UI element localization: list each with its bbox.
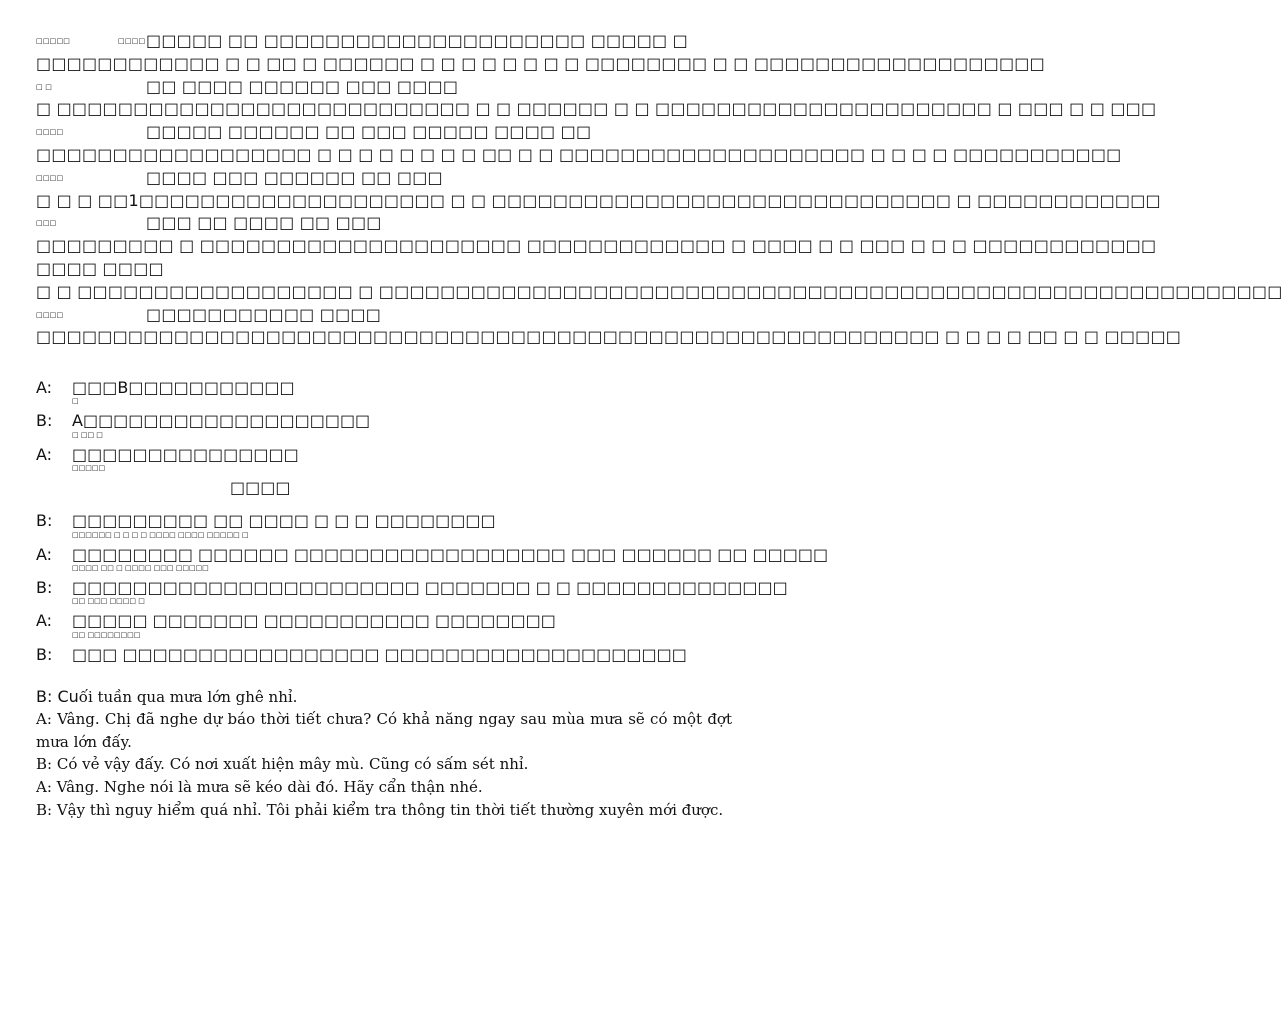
passage-line bbox=[36, 326, 1182, 349]
dialogue-furigana: □ □□ □ bbox=[72, 430, 103, 439]
translation-line bbox=[36, 776, 732, 799]
dialogue-text: □□□□□□□□□□□□□□□□□□□□□□□ □□□□□□□ □ □ □□□□□□□□□□□□□□ bbox=[72, 577, 788, 597]
passage-text: □□□□□□□□□□□□□□□□□□□□□□□□□□□□□□□□□□□□□□□□□□□□□□□□□□□□□□□□□□□ □ □ □ □ □□ □ □ □□□□□ bbox=[36, 327, 1182, 347]
passage-line bbox=[36, 30, 732, 53]
passage-text: □□□□□□□□□□□□ □ □ □□ □ □□□□□□ □ □ □ □ □ □ □ □ □□□□□□□□ □ □ □□□□□□□□□□□□□□□□□□□ bbox=[36, 53, 1045, 73]
furigana: □□□□ bbox=[118, 37, 146, 45]
dialogue-furigana: □□□□□ bbox=[72, 464, 106, 473]
passage-line bbox=[36, 167, 732, 190]
passage-line bbox=[36, 144, 1122, 167]
dialogue-line bbox=[36, 597, 732, 631]
dialogue-text: A□□□□□□□□□□□□□□□□□□□ bbox=[72, 411, 371, 431]
furigana: □□□□□ bbox=[36, 37, 71, 45]
passage-line bbox=[36, 53, 1045, 76]
speaker-label: A: bbox=[36, 444, 53, 464]
passage-text: □□□□ □□□ □□□□□□ □□ □□□ bbox=[146, 167, 443, 187]
passage-text: □□□□□□□□□ □ □□□□□□□□□□□□□□□□□□□□□ □□□□□□□□□□□□□ □ □□□□ □ □ □□□ □ □ □ □□□□□□□□□□□□ bbox=[36, 236, 1157, 256]
speaker-label: B: bbox=[36, 411, 53, 431]
dialogue-line bbox=[36, 530, 829, 564]
passage-line bbox=[36, 281, 1283, 304]
dialogue-text: □□□□□□□□ □□□□□□ □□□□□□□□□□□□□□□□□□ □□□ □□□□□□ □□ □□□□□ bbox=[72, 544, 829, 564]
translation-line bbox=[36, 799, 732, 822]
document-page bbox=[36, 30, 1283, 821]
passage-line bbox=[36, 212, 732, 235]
dialogue-text: □□□□□□□□□□□□□□□ bbox=[72, 444, 299, 464]
passage-line bbox=[36, 76, 732, 99]
furigana: □□□□ bbox=[36, 128, 64, 137]
dialogue-text: □□□ □□□□□□□□□□□□□□□□□ □□□□□□□□□□□□□□□□□□□□ bbox=[72, 644, 687, 664]
passage-text: □□ □□□□ □□□□□□ □□□ □□□□ bbox=[146, 76, 459, 96]
dialogue-furigana: □□ □□□ □□□□ □ bbox=[72, 597, 145, 606]
speaker-label: A: bbox=[36, 544, 53, 564]
dialogue-line bbox=[36, 630, 732, 664]
vietnamese-translation bbox=[36, 686, 732, 822]
speaker-label: A: bbox=[36, 378, 53, 398]
furigana: □ □ bbox=[36, 82, 53, 91]
passage-line bbox=[36, 304, 732, 327]
dialogue-furigana: □□□□ □□ □ □□□□ □□□ □□□□□ bbox=[72, 563, 209, 572]
dialogue-furigana: □ bbox=[72, 397, 79, 406]
passage-line bbox=[36, 258, 732, 281]
dialogue-line bbox=[36, 563, 788, 597]
japanese-passage bbox=[36, 30, 1283, 349]
dialogue-line bbox=[36, 375, 732, 397]
speaker-label: B: bbox=[36, 644, 53, 664]
speaker-label: B: bbox=[36, 577, 53, 597]
translation-text: B: Vậy thì nguy hiểm quá nhỉ. Tôi phải kiểm tra thông tin thời tiết thường xuyên mới được. bbox=[36, 800, 724, 819]
passage-line bbox=[36, 235, 1157, 258]
speaker-label: A: bbox=[36, 611, 53, 631]
translation-text: ối tuần qua mưa lớn ghê nhỉ. bbox=[78, 687, 298, 706]
dialogue-text: □□□□ bbox=[230, 478, 291, 498]
passage-text: □□□□□□□□□□□ □□□□ bbox=[146, 304, 382, 324]
translation-prefix: B: Cu bbox=[36, 686, 79, 706]
furigana: □□□ bbox=[36, 219, 57, 228]
translation-line bbox=[36, 708, 732, 753]
dialogue-furigana: □□ □□□□□□□□ bbox=[72, 630, 141, 639]
dialogue-line bbox=[36, 430, 732, 464]
translation-text: B: Có vẻ vậy đấy. Có nơi xuất hiện mây mù. Cũng có sấm sét nhỉ. bbox=[36, 755, 529, 774]
passage-line bbox=[36, 121, 732, 144]
translation-text: A: Vâng. Nghe nói là mưa sẽ kéo dài đó. Hãy cẩn thận nhé. bbox=[36, 777, 483, 796]
passage-text: □□□ □□ □□□□ □□ □□□ bbox=[146, 213, 382, 233]
dialogue-block bbox=[36, 375, 829, 664]
passage-text: □ □ □ □□1□□□□□□□□□□□□□□□□□□□□ □ □ □□□□□□□□□□□□□□□□□□□□□□□□□□□□□□ □ □□□□□□□□□□□□ bbox=[36, 190, 1161, 210]
translation-line bbox=[36, 686, 732, 709]
furigana: □□□□ bbox=[36, 310, 64, 319]
passage-text: □□□□□ □□□□□□ □□ □□□ □□□□□ □□□□ □□ bbox=[146, 122, 592, 142]
translation-text: A: Vâng. Chị đã nghe dự báo thời tiết chưa? Có khả năng ngay sau mùa mưa sẽ có một đợt mưa lớn đấy. bbox=[36, 710, 732, 751]
dialogue-furigana: □□□□□□ □ □ □ □ □□□□ □□□□ □□□□□ □ bbox=[72, 530, 249, 539]
passage-line bbox=[36, 98, 1157, 121]
passage-text: □□□□□ □□ □□□□□□□□□□□□□□□□□□□□□ □□□□□ □ bbox=[146, 31, 688, 50]
speaker-label: B: bbox=[36, 511, 53, 531]
dialogue-text: □□□□□ □□□□□□□ □□□□□□□□□□□ □□□□□□□□ bbox=[72, 611, 556, 631]
passage-text: □ □□□□□□□□□□□□□□□□□□□□□□□□□□□ □ □ □□□□□□ □ □ □□□□□□□□□□□□□□□□□□□□□□ □ □□□ □ □ □□□ bbox=[36, 99, 1157, 119]
passage-text: □ □ □□□□□□□□□□□□□□□□□□ □ □□□□□□□□□□□□□□□□□□□□□□□□□□□□□□□□□□□□□□□□□□□□□□□□□□□□□□□□□□□ bbox=[36, 281, 1283, 301]
dialogue-line bbox=[36, 397, 732, 431]
passage-text: □□□□□□□□□□□□□□□□□□ □ □ □ □ □ □ □ □ □□ □ □ □□□□□□□□□□□□□□□□□□□□ □ □ □ □ □□□□□□□□□□□ bbox=[36, 144, 1122, 164]
dialogue-text: □□□B□□□□□□□□□□□ bbox=[72, 378, 295, 398]
translation-line bbox=[36, 753, 732, 776]
passage-text: □□□□ □□□□ bbox=[36, 258, 164, 278]
furigana: □□□□ bbox=[36, 173, 64, 182]
passage-line bbox=[36, 190, 1161, 213]
dialogue-line bbox=[36, 464, 732, 498]
dialogue-line bbox=[36, 508, 732, 530]
dialogue-text: □□□□□□□□□ □□ □□□□ □ □ □ □□□□□□□□ bbox=[72, 511, 496, 531]
